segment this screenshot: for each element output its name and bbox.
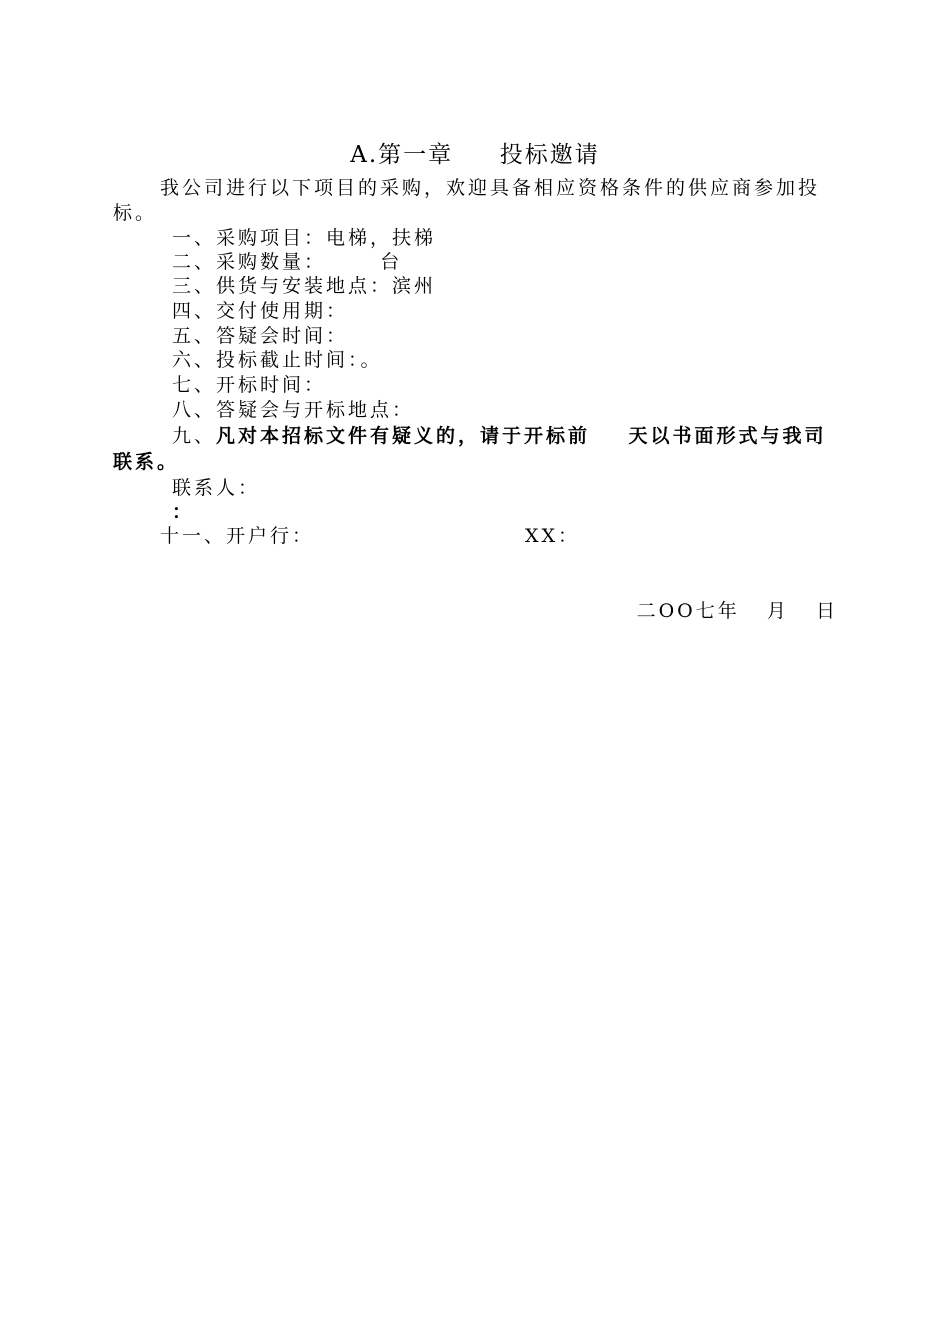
item-doubt-notice bbox=[172, 424, 826, 448]
contact-person-label: 联系人： bbox=[172, 477, 261, 499]
bank-label: 十一、开户行： bbox=[160, 525, 315, 547]
item-9-prefix: 九、 bbox=[172, 425, 217, 447]
bank-account-label: XX： bbox=[525, 525, 581, 547]
item-delivery-location: 三、供货与安装地点：滨州 bbox=[172, 275, 437, 297]
item-9-bold-text: 凡对本招标文件有疑义的，请于开标前 天以书面形式与我司 bbox=[216, 425, 827, 447]
item-qa-time: 五、答疑会时间： bbox=[172, 325, 349, 347]
page-title: A.第一章 投标邀请 bbox=[350, 142, 600, 168]
item-delivery-period: 四、交付使用期： bbox=[172, 300, 349, 322]
item-bid-deadline: 六、投标截止时间：。 bbox=[172, 349, 383, 371]
item-9-continuation: 联系。 bbox=[113, 451, 180, 473]
item-qa-location: 八、答疑会与开标地点： bbox=[172, 399, 415, 421]
item-purchase-quantity: 二、采购数量： 台 bbox=[172, 251, 403, 273]
item-purchase-project: 一、采购项目：电梯，扶梯 bbox=[172, 227, 437, 249]
item-bid-opening-time: 七、开标时间： bbox=[172, 374, 327, 396]
intro-line-2: 标。 bbox=[113, 202, 158, 224]
document-date: 二OO七年 月 日 bbox=[636, 600, 838, 622]
intro-line-1: 我公司进行以下项目的采购，欢迎具备相应资格条件的供应商参加投 bbox=[160, 177, 821, 199]
colon-line: ： bbox=[172, 501, 195, 523]
